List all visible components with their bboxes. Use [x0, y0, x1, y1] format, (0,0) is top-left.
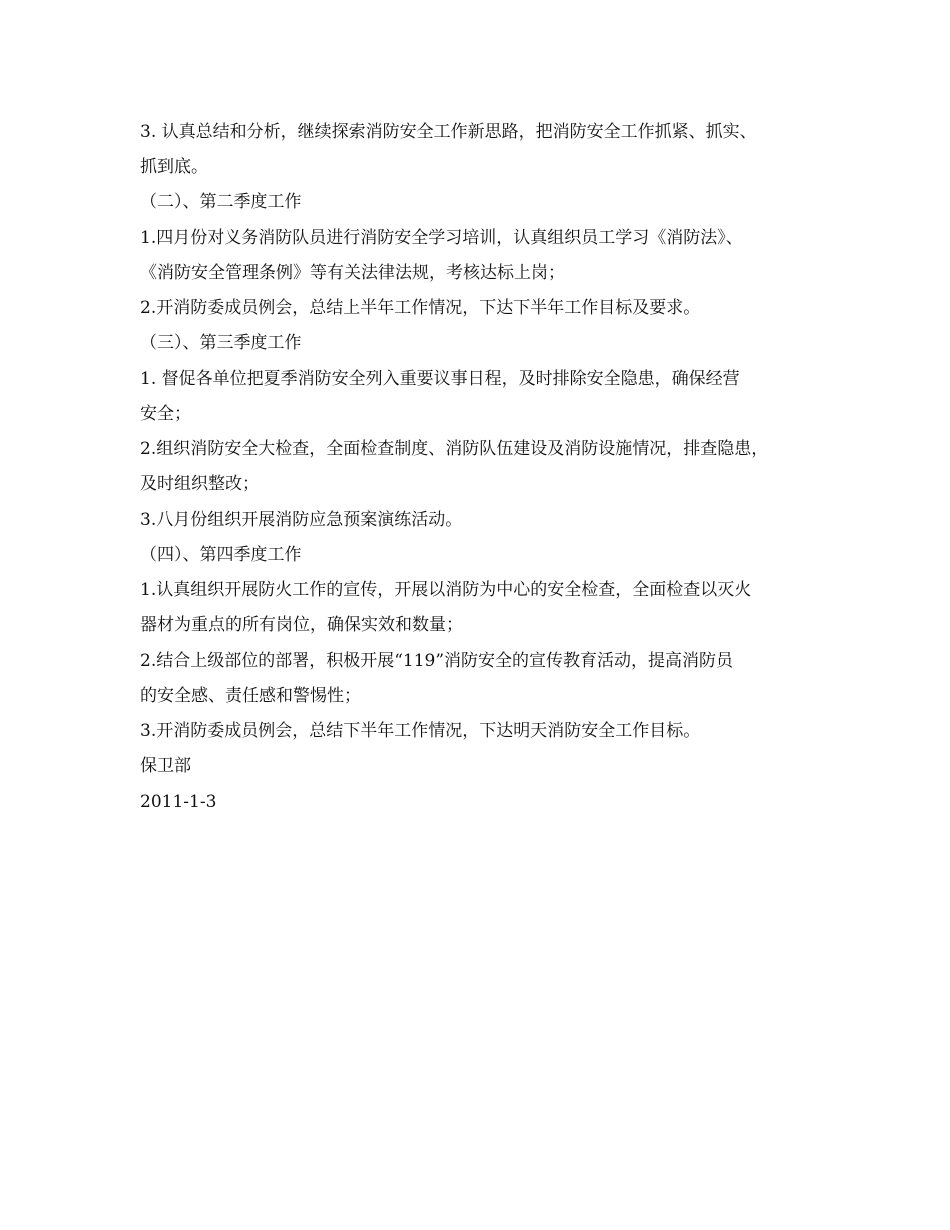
text-line: 1.四月份对义务消防队员进行消防安全学习培训，认真组织员工学习《消防法》、 — [140, 228, 743, 248]
text-line: 1.认真组织开展防火工作的宣传，开展以消防为中心的安全检查，全面检查以灭火 — [140, 580, 752, 600]
text-line: 2.开消防委成员例会，总结上半年工作情况，下达下半年工作目标及要求。 — [140, 298, 701, 318]
text-line: 器材为重点的所有岗位，确保实效和数量； — [140, 615, 463, 635]
text-line: 1. 督促各单位把夏季消防安全列入重要议事日程，及时排除安全隐患，确保经营 — [140, 369, 740, 389]
date: 2011-1-3 — [140, 792, 217, 812]
text-line: 抓到底。 — [140, 157, 208, 177]
text-line: 3.开消防委成员例会，总结下半年工作情况，下达明天消防安全工作目标。 — [140, 721, 701, 741]
text-line: 3.八月份组织开展消防应急预案演练活动。 — [140, 510, 463, 530]
section-heading-q4: （四）、第四季度工作 — [140, 545, 302, 565]
text-line: 2.结合上级部位的部署，积极开展“119”消防安全的宣传教育活动，提高消防员 — [140, 651, 734, 671]
text-line: 安全； — [140, 404, 191, 424]
text-line: 及时组织整改； — [140, 474, 259, 494]
text-line: 《消防安全管理条例》等有关法律法规，考核达标上岗； — [140, 263, 565, 283]
section-heading-q2: （二）、第二季度工作 — [140, 192, 302, 212]
signature: 保卫部 — [140, 756, 191, 776]
text-line: 的安全感、责任感和警惕性； — [140, 686, 361, 706]
text-line: 3. 认真总结和分析，继续探索消防安全工作新思路，把消防安全工作抓紧、抓实、 — [140, 122, 757, 142]
text-line: 2.组织消防安全大检查，全面检查制度、消防队伍建设及消防设施情况，排查隐患， — [140, 439, 769, 459]
section-heading-q3: （三）、第三季度工作 — [140, 333, 302, 353]
